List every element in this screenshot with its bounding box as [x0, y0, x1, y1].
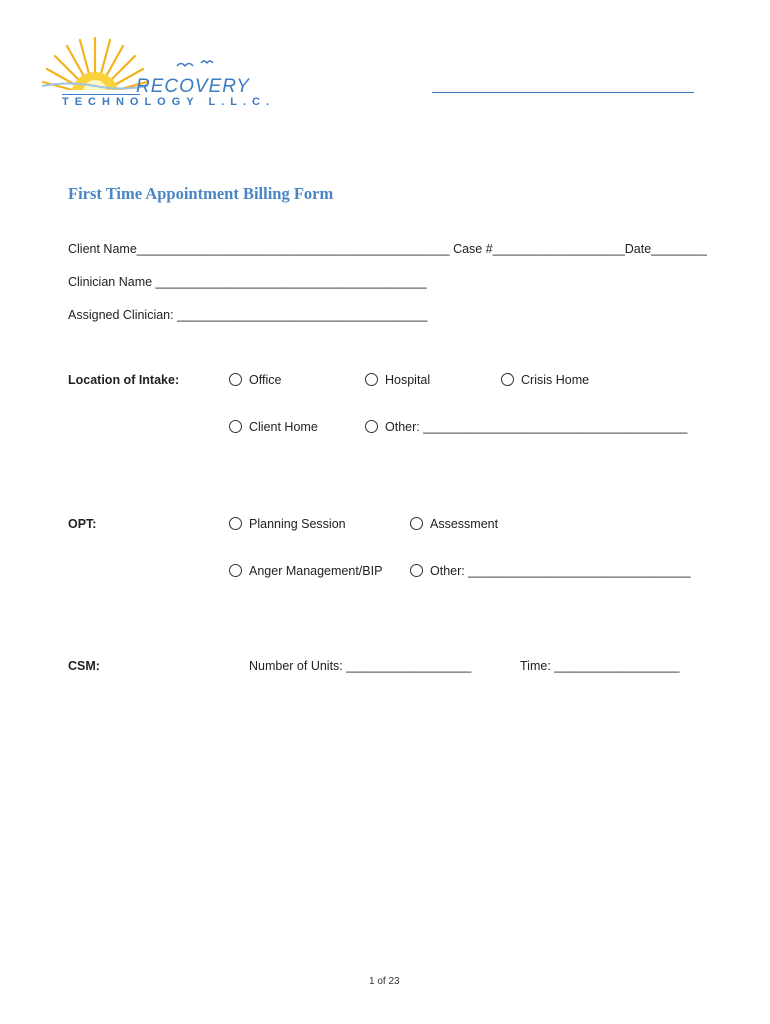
option-label: Anger Management/BIP — [249, 564, 383, 578]
clinician-name-line: Clinician Name _______________________________________ — [68, 275, 427, 289]
logo-subtitle: TECHNOLOGY L.L.C. — [62, 96, 276, 108]
option-label: Hospital — [385, 373, 431, 387]
radio-assessment[interactable] — [410, 517, 423, 530]
csm-units-field[interactable]: Number of Units: __________________ — [249, 659, 472, 673]
radio-hospital[interactable] — [365, 373, 378, 386]
radio-opt-other[interactable] — [410, 564, 423, 577]
option-label: Office — [249, 373, 282, 387]
option-label: Crisis Home — [521, 373, 590, 387]
option-label: Planning Session — [249, 517, 346, 531]
logo-divider — [62, 94, 140, 95]
assigned-clinician-line: Assigned Clinician: ____________________________________ — [68, 308, 428, 322]
option-label: Assessment — [430, 517, 499, 531]
radio-anger-management[interactable] — [229, 564, 242, 577]
radio-office[interactable] — [229, 373, 242, 386]
client-name-line: Client Name_____________________________________________ Case #___________________Date________ — [68, 242, 707, 256]
radio-crisis-home[interactable] — [501, 373, 514, 386]
option-label: Client Home — [249, 420, 318, 434]
location-label: Location of Intake: — [68, 373, 180, 387]
birds-icon — [175, 58, 225, 72]
opt-label: OPT: — [68, 517, 97, 531]
logo-word: RECOVERY — [136, 76, 250, 97]
radio-location-other[interactable] — [365, 420, 378, 433]
company-logo — [40, 34, 276, 124]
option-label: Other: ________________________________ — [430, 564, 691, 578]
csm-label: CSM: — [68, 659, 100, 673]
option-label: Other: ______________________________________ — [385, 420, 688, 434]
radio-client-home[interactable] — [229, 420, 242, 433]
page-number: 1 of 23 — [369, 976, 400, 987]
radio-planning-session[interactable] — [229, 517, 242, 530]
header-line — [432, 92, 694, 93]
csm-time-field[interactable]: Time: __________________ — [520, 659, 680, 673]
page-title: First Time Appointment Billing Form — [68, 184, 334, 203]
